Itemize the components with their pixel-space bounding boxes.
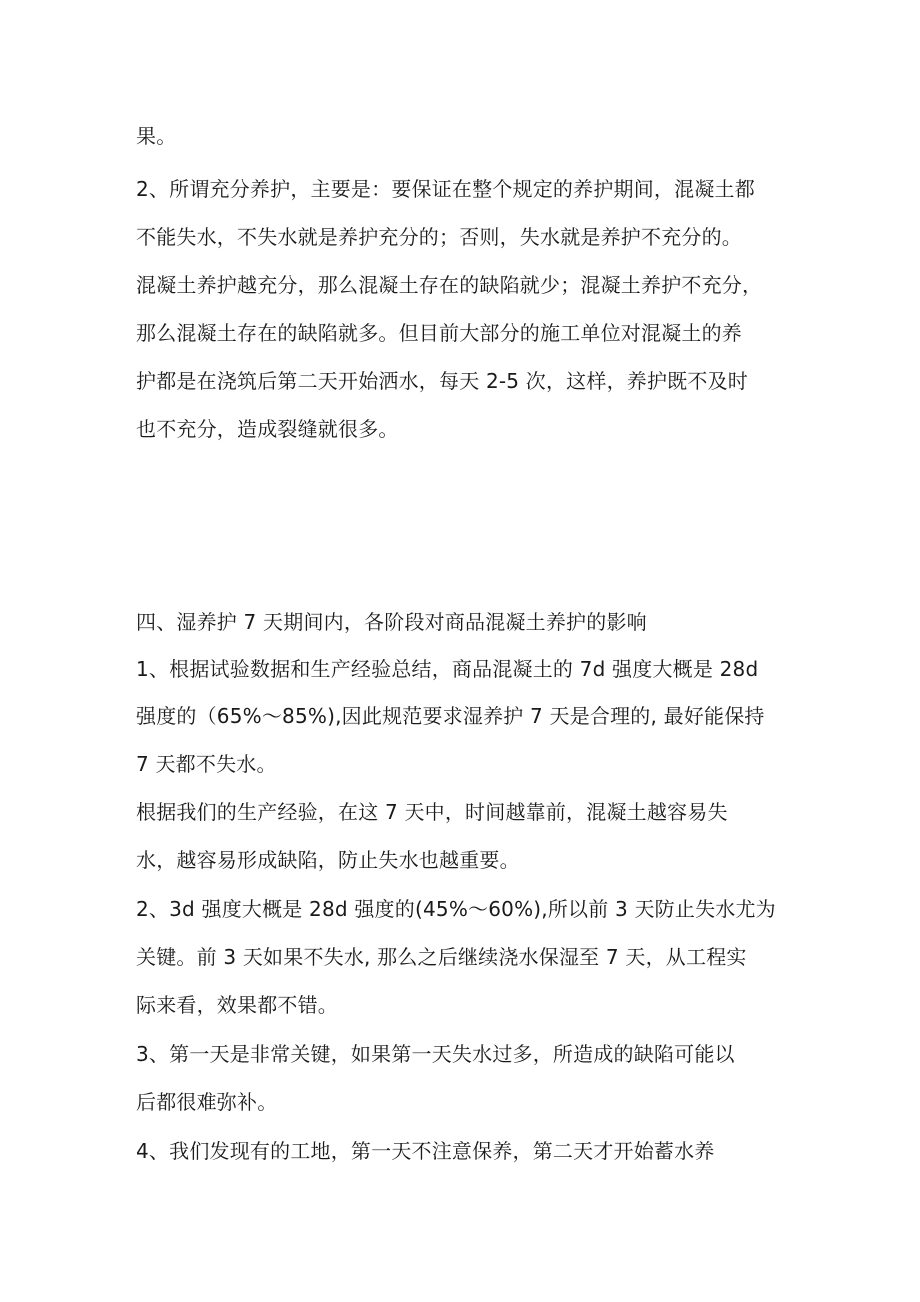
text-line: 根据我们的生产经验，在这 7 天中，时间越靠前，混凝土越容易失 — [136, 800, 728, 824]
text-line: 3、第一天是非常关键，如果第一天失水过多，所造成的缺陷可能以 — [136, 1042, 735, 1066]
text-line: 水，越容易形成缺陷，防止失水也越重要。 — [136, 848, 520, 872]
text-line: 也不充分，造成裂缝就很多。 — [136, 417, 399, 441]
text-line: 4、我们发现有的工地，第一天不注意保养，第二天才开始蓄水养 — [136, 1139, 715, 1163]
text-line: 果。 — [136, 124, 177, 148]
text-line: 不能失水，不失水就是养护充分的；否则，失水就是养护不充分的。 — [136, 225, 742, 249]
text-line: 2、所谓充分养护，主要是：要保证在整个规定的养护期间，混凝土都 — [136, 177, 755, 201]
text-line: 际来看，效果都不错。 — [136, 993, 338, 1017]
section-heading: 四、湿养护 7 天期间内，各阶段对商品混凝土养护的影响 — [136, 610, 647, 634]
text-line: 1、根据试验数据和生产经验总结，商品混凝土的 7d 强度大概是 28d — [136, 657, 759, 681]
text-line: 混凝土养护越充分，那么混凝土存在的缺陷就少；混凝土养护不充分， — [136, 273, 763, 297]
text-line: 2、3d 强度大概是 28d 强度的(45%～60%),所以前 3 天防止失水尤为 — [136, 897, 776, 921]
text-line: 护都是在浇筑后第二天开始洒水，每天 2-5 次，这样，养护既不及时 — [136, 369, 748, 393]
text-line: 7 天都不失水。 — [136, 752, 277, 776]
text-line: 那么混凝土存在的缺陷就多。但目前大部分的施工单位对混凝土的养 — [136, 321, 742, 345]
text-line: 后都很难弥补。 — [136, 1090, 278, 1114]
text-line: 强度的（65%～85%),因此规范要求湿养护 7 天是合理的, 最好能保持 — [136, 704, 765, 728]
text-line: 关键。前 3 天如果不失水, 那么之后继续浇水保湿至 7 天，从工程实 — [136, 945, 747, 969]
